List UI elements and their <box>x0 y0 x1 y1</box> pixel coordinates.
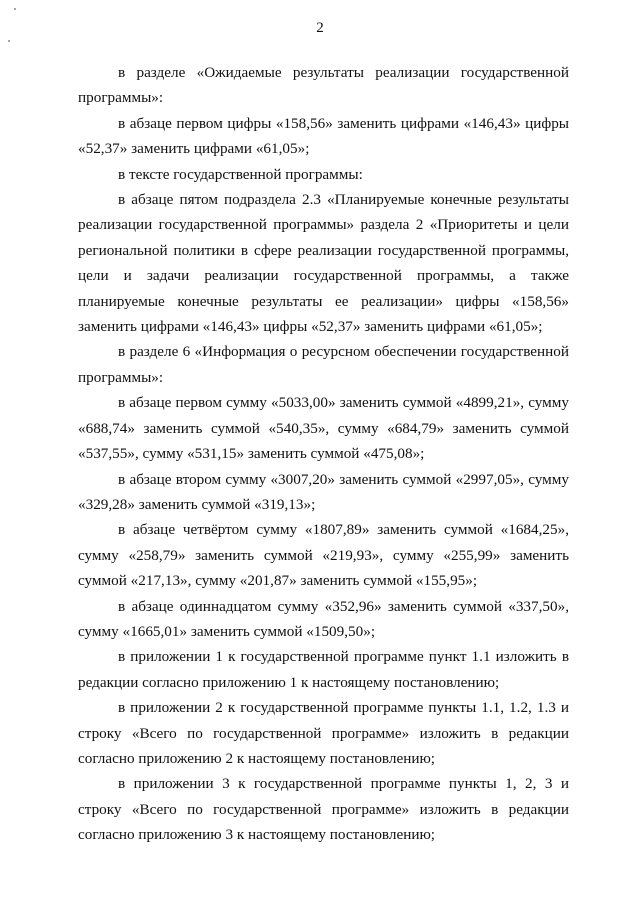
paragraph: в абзаце первом цифры «158,56» заменить цифрами «146,43» цифры «52,37» заменить цифрами «61,05»; <box>78 114 569 158</box>
paragraph: в абзаце втором сумму «3007,20» заменить суммой «2997,05», сумму «329,28» заменить суммой «319,13»; <box>78 470 569 513</box>
paragraph: в абзаце пятом подраздела 2.3 «Планируемые конечные результаты реализации государственной программы» раздела 2 «Приоритеты и цели региональной политики в сфере реализации государственной программы, цели и задачи реализации государственной программы, а также планируемые конечные результаты ее реализации» цифры «158,56» заменить цифрами «146,43» цифры «52,37» заменить цифрами «61,05»; <box>78 191 569 336</box>
paragraph: в абзаце одиннадцатом сумму «352,96» заменить суммой «337,50», сумму «1665,01» заменить суммой «1509,50»; <box>78 597 569 640</box>
paragraph: в разделе «Ожидаемые результаты реализации государственной программы»: <box>78 64 569 107</box>
paragraph: в приложении 2 к государственной программе пункты 1.1, 1.2, 1.3 и строку «Всего по государственной программе» изложить в редакции согласно приложению 2 к настоящему постановлению; <box>78 699 569 767</box>
paragraph: в тексте государственной программы: <box>118 165 363 183</box>
page-number: 2 <box>316 20 324 36</box>
paragraph: в приложении 1 к государственной программе пункт 1.1 изложить в редакции согласно приложению 1 к настоящему постановлению; <box>78 648 569 691</box>
paragraph: в абзаце первом сумму «5033,00» заменить суммой «4899,21», сумму «688,74» заменить суммой «540,35», сумму «684,79» заменить суммой «537,55», сумму «531,15» заменить суммой «475,08»; <box>78 394 569 463</box>
scan-speck <box>14 8 16 10</box>
paragraph: в абзаце четвёртом сумму «1807,89» заменить суммой «1684,25», сумму «258,79» заменить суммой «219,93», сумму «255,99» заменить суммой «217,13», сумму «201,87» заменить суммой «155,95»; <box>78 521 569 590</box>
paragraph: в разделе 6 «Информация о ресурсном обеспечении государственной программы»: <box>78 343 569 386</box>
scan-speck <box>8 40 10 42</box>
document-body <box>78 60 569 848</box>
paragraph: в приложении 3 к государственной программе пункты 1, 2, 3 и строку «Всего по государственной программе» изложить в редакции согласно приложению 3 к настоящему постановлению; <box>78 775 569 844</box>
